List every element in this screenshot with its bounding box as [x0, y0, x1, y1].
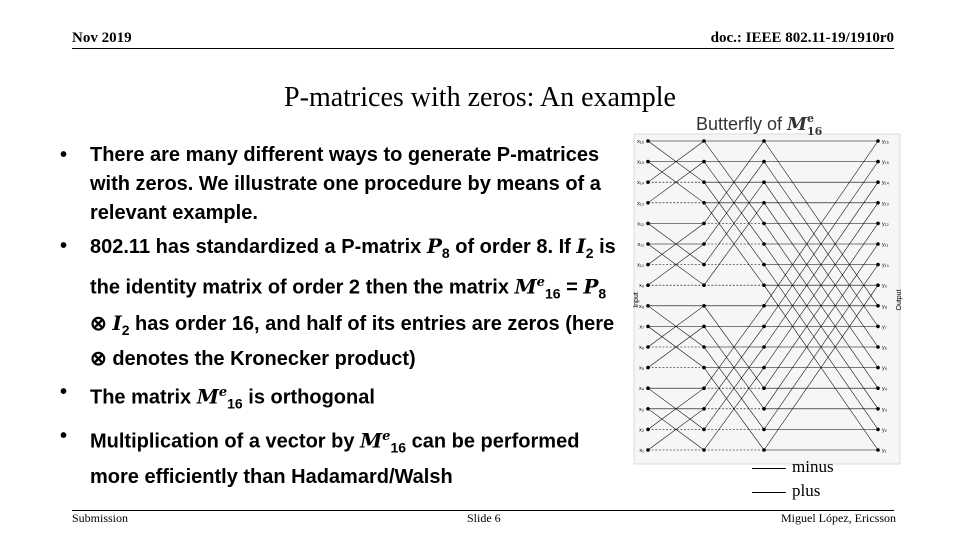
- butterfly-node: [762, 160, 766, 164]
- butterfly-node: [646, 428, 650, 432]
- bullet-text: has order 16, and half of its entries are zeros (here ⊗ denotes the Kronecker product): [90, 312, 615, 370]
- butterfly-node: [646, 283, 650, 287]
- butterfly-node: [762, 345, 766, 349]
- input-node-label: x₁₅: [637, 159, 644, 166]
- output-node-label: y₈: [882, 303, 888, 310]
- butterfly-node: [702, 222, 706, 226]
- header-rule: [72, 48, 894, 49]
- butterfly-node: [762, 386, 766, 390]
- output-node-label: y₉: [882, 283, 887, 290]
- butterfly-node: [762, 263, 766, 267]
- output-node-label: y₃: [882, 406, 887, 413]
- butterfly-node: [646, 386, 650, 390]
- butterfly-node: [876, 263, 880, 267]
- butterfly-diagram: [620, 110, 902, 470]
- output-node-label: y₁₂: [882, 221, 889, 228]
- bullet-text: =: [560, 276, 584, 299]
- output-node-label: y₇: [882, 324, 887, 331]
- diagram-title-math: M: [787, 114, 807, 135]
- butterfly-node: [646, 448, 650, 452]
- output-node-label: y₁: [882, 448, 887, 454]
- input-node-label: x₅: [639, 365, 644, 372]
- butterfly-node: [762, 139, 766, 143]
- butterfly-node: [702, 263, 706, 267]
- butterfly-node: [646, 139, 650, 143]
- bullet-text: e: [382, 429, 391, 445]
- diagram-title-text: Butterfly of: [696, 114, 788, 134]
- output-node-label: y₄: [882, 386, 887, 393]
- butterfly-node: [646, 201, 650, 205]
- bullet-text: 16: [390, 439, 407, 456]
- butterfly-node: [876, 283, 880, 287]
- input-node-label: x₁₄: [637, 180, 644, 187]
- header-date: Nov 2019: [72, 30, 132, 46]
- butterfly-node: [702, 160, 706, 164]
- butterfly-node: [762, 428, 766, 432]
- input-node-label: x₁: [639, 448, 644, 454]
- legend-plus: [752, 481, 820, 501]
- bullet-text: is orthogonal: [242, 386, 375, 409]
- footer-slide-number: Slide 6: [467, 511, 501, 525]
- bullet-text: I: [576, 234, 586, 258]
- bullet-text: can be performed more efficiently than Hadamard/Walsh: [90, 430, 580, 488]
- butterfly-node: [762, 283, 766, 287]
- butterfly-node: [762, 304, 766, 308]
- bullet-text: 16: [227, 395, 243, 412]
- output-node-label: y₁₀: [882, 262, 889, 269]
- butterfly-node: [876, 222, 880, 226]
- legend-minus-label: minus: [792, 457, 834, 476]
- output-node-label: y₁₆: [882, 139, 889, 145]
- bullet-text: 2: [585, 245, 594, 261]
- bullet-text: e: [218, 384, 228, 400]
- bullet-text: is the identity matrix of order 2 then the matrix: [90, 236, 616, 299]
- butterfly-node: [646, 345, 650, 349]
- butterfly-node: [876, 139, 880, 143]
- butterfly-node: [762, 325, 766, 329]
- butterfly-node: [876, 304, 880, 308]
- bullet-text: The matrix: [90, 386, 197, 409]
- butterfly-node: [646, 407, 650, 411]
- legend-plus-label: plus: [792, 481, 821, 500]
- output-node-label: y₂: [882, 427, 887, 434]
- input-node-label: x₁₃: [637, 200, 644, 207]
- legend-plus-line: [752, 492, 786, 493]
- output-node-label: y₆: [882, 345, 887, 351]
- bullet-list: [58, 141, 618, 488]
- bullet-item: [58, 141, 618, 228]
- butterfly-node: [646, 263, 650, 267]
- butterfly-node: [762, 180, 766, 184]
- butterfly-node: [702, 366, 706, 370]
- butterfly-node: [702, 386, 706, 390]
- bullet-text: of order 8. If: [449, 236, 577, 258]
- bullet-text: 8: [598, 285, 607, 302]
- footer-author: Miguel López, Ericsson: [781, 511, 896, 525]
- input-node-label: x₈: [638, 303, 644, 310]
- input-node-label: x₂: [639, 427, 644, 434]
- output-node-label: y₁₃: [882, 200, 889, 207]
- input-node-label: x₁₂: [637, 221, 644, 228]
- butterfly-node: [702, 242, 706, 246]
- bullet-item: [58, 232, 618, 374]
- input-node-label: x₄: [639, 386, 644, 393]
- butterfly-node: [876, 366, 880, 370]
- diagram-title-sup: e: [806, 112, 814, 125]
- butterfly-node: [762, 242, 766, 246]
- bullet-text: There are many different ways to generate P-matrices with zeros. We illustrate one procedure by means of a relevant example.: [90, 144, 601, 224]
- bullet-text: 16: [544, 285, 561, 302]
- input-node-label: x₁₀: [637, 262, 644, 269]
- output-node-label: y₅: [882, 365, 887, 372]
- bullet-text: Multiplication of a vector by: [90, 430, 361, 453]
- diagram-title-sub: 16: [806, 125, 823, 138]
- bullet-item: [58, 378, 618, 419]
- butterfly-node: [876, 160, 880, 164]
- legend-minus: [752, 457, 834, 477]
- butterfly-node: [876, 242, 880, 246]
- butterfly-node: [646, 242, 650, 246]
- input-node-label: x₆: [639, 345, 644, 351]
- bullet-text: P: [583, 274, 599, 299]
- butterfly-node: [702, 325, 706, 329]
- output-node-label: y₁₁: [882, 242, 889, 248]
- butterfly-node: [762, 222, 766, 226]
- butterfly-node: [646, 160, 650, 164]
- input-axis-label: Input: [633, 292, 640, 308]
- legend-minus-line: [752, 468, 786, 469]
- bullet-text: 802.11 has standardized a P-matrix: [90, 236, 427, 258]
- butterfly-node: [762, 407, 766, 411]
- bullet-text: 8: [441, 245, 450, 261]
- input-node-label: x₁₁: [637, 242, 644, 248]
- butterfly-node: [876, 428, 880, 432]
- butterfly-node: [646, 304, 650, 308]
- bullet-text: 2: [121, 321, 130, 338]
- slide-title: P-matrices with zeros: An example: [284, 82, 676, 113]
- bullet-text: M: [360, 428, 383, 453]
- butterfly-node: [702, 180, 706, 184]
- butterfly-node: [702, 283, 706, 287]
- butterfly-node: [646, 180, 650, 184]
- butterfly-node: [876, 180, 880, 184]
- butterfly-node: [702, 304, 706, 308]
- bullet-text: ⊗: [90, 312, 113, 335]
- output-node-label: y₁₄: [882, 180, 889, 187]
- butterfly-node: [702, 345, 706, 349]
- butterfly-node: [702, 139, 706, 143]
- butterfly-node: [702, 428, 706, 432]
- butterfly-node: [702, 201, 706, 205]
- bullet-text: P: [426, 234, 442, 258]
- butterfly-node: [876, 201, 880, 205]
- butterfly-node: [762, 448, 766, 452]
- footer-submission: Submission: [72, 511, 129, 525]
- bullet-text: M: [196, 384, 219, 409]
- butterfly-node: [702, 407, 706, 411]
- butterfly-node: [876, 345, 880, 349]
- butterfly-node: [646, 222, 650, 226]
- input-node-label: x₃: [639, 406, 644, 413]
- input-node-label: x₉: [639, 283, 644, 290]
- bullet-item: [58, 422, 618, 492]
- butterfly-node: [762, 201, 766, 205]
- input-node-label: x₁₆: [637, 139, 644, 145]
- butterfly-node: [876, 386, 880, 390]
- butterfly-node: [702, 448, 706, 452]
- input-node-label: x₇: [639, 324, 644, 331]
- butterfly-node: [762, 366, 766, 370]
- output-axis-label: Output: [896, 289, 903, 311]
- butterfly-node: [876, 448, 880, 452]
- bullet-text: e: [536, 275, 545, 290]
- butterfly-node: [876, 325, 880, 329]
- output-node-label: y₁₅: [882, 159, 889, 166]
- butterfly-node: [646, 325, 650, 329]
- butterfly-node: [876, 407, 880, 411]
- header-document-id: doc.: IEEE 802.11-19/1910r0: [710, 30, 894, 46]
- bullet-text: M: [514, 274, 537, 299]
- butterfly-node: [646, 366, 650, 370]
- bullet-text: I: [112, 310, 122, 335]
